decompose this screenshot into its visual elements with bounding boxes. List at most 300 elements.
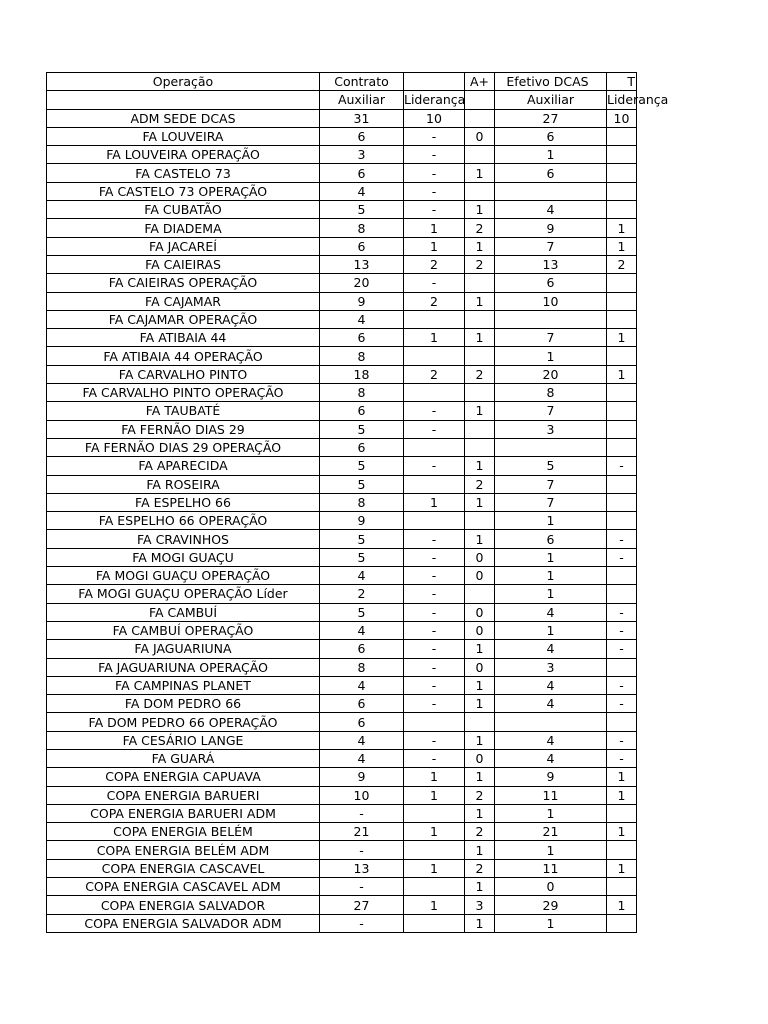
cell-a-plus: 1 [465,731,495,749]
table-row [47,786,637,804]
cell-efetivo-auxiliar: 11 [495,786,607,804]
cell-operacao: COPA ENERGIA BARUERI [47,786,320,804]
cell-contrato-auxiliar: 4 [320,310,404,328]
cell-a-plus: 1 [465,292,495,310]
cell-contrato-auxiliar: 4 [320,567,404,585]
cell-efetivo-lideranca: 1 [607,365,637,383]
cell-operacao: FA CAMPINAS PLANET [47,676,320,694]
cell-a-plus: 1 [465,457,495,475]
cell-contrato-auxiliar: 21 [320,823,404,841]
cell-contrato-lideranca [404,475,465,493]
cell-a-plus: 1 [465,201,495,219]
cell-contrato-auxiliar: 5 [320,201,404,219]
table-row [47,603,637,621]
table-row [47,402,637,420]
cell-operacao: FA LOUVEIRA [47,127,320,145]
cell-efetivo-auxiliar: 4 [495,201,607,219]
cell-contrato-auxiliar: 6 [320,164,404,182]
cell-efetivo-lideranca: - [607,548,637,566]
cell-efetivo-auxiliar: 4 [495,749,607,767]
cell-contrato-auxiliar: 8 [320,347,404,365]
cell-efetivo-auxiliar: 9 [495,768,607,786]
cell-a-plus: 1 [465,676,495,694]
cell-a-plus: 0 [465,621,495,639]
table-row [47,457,637,475]
cell-operacao: FA ROSEIRA [47,475,320,493]
cell-contrato-lideranca: - [404,457,465,475]
cell-efetivo-lideranca [607,512,637,530]
cell-contrato-auxiliar: 13 [320,255,404,273]
header-contrato-auxiliar: Auxiliar [320,91,404,109]
cell-efetivo-auxiliar: 1 [495,841,607,859]
cell-efetivo-lideranca [607,164,637,182]
table-row [47,438,637,456]
cell-operacao: FA CAMBUÍ OPERAÇÃO [47,621,320,639]
cell-contrato-auxiliar: 6 [320,402,404,420]
cell-contrato-auxiliar: 2 [320,585,404,603]
cell-contrato-auxiliar: 18 [320,365,404,383]
cell-efetivo-lideranca [607,347,637,365]
cell-operacao: COPA ENERGIA SALVADOR [47,896,320,914]
cell-efetivo-lideranca: - [607,621,637,639]
table-row [47,731,637,749]
cell-a-plus [465,713,495,731]
table-row [47,548,637,566]
cell-a-plus: 2 [465,859,495,877]
cell-efetivo-auxiliar: 8 [495,384,607,402]
cell-operacao: COPA ENERGIA CASCAVEL [47,859,320,877]
cell-efetivo-auxiliar: 6 [495,274,607,292]
cell-efetivo-auxiliar: 1 [495,585,607,603]
cell-operacao: FA CARVALHO PINTO [47,365,320,383]
table-row [47,676,637,694]
cell-a-plus: 0 [465,749,495,767]
table-row [47,219,637,237]
cell-a-plus: 1 [465,329,495,347]
table-row [47,127,637,145]
cell-efetivo-lideranca [607,420,637,438]
cell-operacao: COPA ENERGIA BELÉM ADM [47,841,320,859]
table-row [47,640,637,658]
cell-contrato-auxiliar: 8 [320,384,404,402]
cell-operacao: FA CARVALHO PINTO OPERAÇÃO [47,384,320,402]
table-row [47,182,637,200]
cell-operacao: FA CASTELO 73 [47,164,320,182]
cell-efetivo-auxiliar: 4 [495,640,607,658]
cell-efetivo-lideranca [607,841,637,859]
cell-a-plus [465,512,495,530]
cell-contrato-lideranca: - [404,567,465,585]
cell-contrato-lideranca: - [404,146,465,164]
cell-contrato-auxiliar: 4 [320,731,404,749]
cell-contrato-lideranca: 1 [404,329,465,347]
cell-efetivo-auxiliar: 1 [495,567,607,585]
table-row [47,804,637,822]
cell-operacao: FA DOM PEDRO 66 [47,695,320,713]
cell-efetivo-lideranca [607,567,637,585]
cell-efetivo-lideranca: 1 [607,823,637,841]
cell-contrato-lideranca: - [404,749,465,767]
cell-operacao: FA CAMBUÍ [47,603,320,621]
cell-a-plus: 1 [465,640,495,658]
cell-contrato-lideranca [404,914,465,932]
cell-operacao: FA GUARÁ [47,749,320,767]
cell-efetivo-lideranca: 1 [607,219,637,237]
table-row [47,914,637,932]
operations-table [46,72,669,933]
cell-contrato-lideranca: - [404,695,465,713]
cell-efetivo-lideranca [607,146,637,164]
cell-operacao: FA DIADEMA [47,219,320,237]
cell-a-plus [465,109,495,127]
cell-contrato-lideranca: - [404,548,465,566]
cell-contrato-lideranca: - [404,182,465,200]
cell-efetivo-auxiliar: 3 [495,420,607,438]
cell-contrato-lideranca: 1 [404,768,465,786]
cell-efetivo-auxiliar: 27 [495,109,607,127]
cell-contrato-auxiliar: 5 [320,457,404,475]
cell-a-plus: 1 [465,878,495,896]
cell-a-plus: 1 [465,164,495,182]
cell-contrato-auxiliar: 6 [320,237,404,255]
table-row [47,859,637,877]
cell-efetivo-lideranca [607,585,637,603]
cell-contrato-lideranca: 10 [404,109,465,127]
cell-contrato-auxiliar: 6 [320,127,404,145]
cell-contrato-lideranca [404,347,465,365]
cell-efetivo-auxiliar [495,438,607,456]
cell-a-plus: 2 [465,365,495,383]
cell-efetivo-auxiliar: 13 [495,255,607,273]
table-row [47,237,637,255]
cell-contrato-auxiliar: 4 [320,749,404,767]
cell-efetivo-auxiliar: 1 [495,914,607,932]
table-row [47,695,637,713]
cell-contrato-lideranca: - [404,530,465,548]
cell-operacao: FA CUBATÃO [47,201,320,219]
cell-contrato-lideranca [404,384,465,402]
cell-contrato-auxiliar: 6 [320,713,404,731]
header-blank [404,73,465,91]
cell-efetivo-auxiliar [495,182,607,200]
cell-efetivo-lideranca: 2 [607,255,637,273]
cell-a-plus [465,274,495,292]
cell-contrato-auxiliar: 31 [320,109,404,127]
table-row [47,749,637,767]
cell-contrato-auxiliar: 27 [320,896,404,914]
cell-operacao: FA JAGUARIUNA OPERAÇÃO [47,658,320,676]
cell-efetivo-auxiliar: 4 [495,676,607,694]
header-efetivo-auxiliar: Auxiliar [495,91,607,109]
table-row [47,713,637,731]
cell-contrato-auxiliar: 6 [320,329,404,347]
cell-a-plus: 1 [465,804,495,822]
cell-contrato-lideranca: 2 [404,292,465,310]
cell-contrato-lideranca: - [404,127,465,145]
cell-contrato-auxiliar: 4 [320,621,404,639]
header-row2-blank-2 [465,91,495,109]
cell-efetivo-auxiliar: 4 [495,731,607,749]
cell-efetivo-auxiliar: 0 [495,878,607,896]
table-row [47,768,637,786]
cell-efetivo-lideranca [607,384,637,402]
cell-contrato-lideranca: - [404,402,465,420]
cell-efetivo-auxiliar: 1 [495,621,607,639]
table-row [47,164,637,182]
cell-a-plus: 2 [465,475,495,493]
cell-efetivo-lideranca: - [607,676,637,694]
table-row [47,841,637,859]
cell-operacao: FA JACAREÍ [47,237,320,255]
header-operacao: Operação [47,73,320,91]
cell-efetivo-auxiliar: 6 [495,164,607,182]
cell-efetivo-auxiliar: 7 [495,475,607,493]
cell-operacao: FA ESPELHO 66 [47,493,320,511]
header-contrato: Contrato [320,73,404,91]
cell-contrato-lideranca [404,438,465,456]
cell-contrato-auxiliar: 8 [320,219,404,237]
cell-a-plus [465,438,495,456]
cell-efetivo-lideranca: 1 [607,237,637,255]
cell-efetivo-auxiliar: 7 [495,402,607,420]
cell-a-plus: 0 [465,603,495,621]
cell-contrato-auxiliar: - [320,878,404,896]
table-row [47,384,637,402]
cell-contrato-auxiliar: 10 [320,786,404,804]
header-efetivo-lideranca: Liderança [607,92,669,108]
cell-contrato-auxiliar: 4 [320,676,404,694]
cell-efetivo-auxiliar: 7 [495,329,607,347]
cell-a-plus: 1 [465,530,495,548]
cell-a-plus: 1 [465,914,495,932]
cell-operacao: COPA ENERGIA CAPUAVA [47,768,320,786]
cell-efetivo-auxiliar: 5 [495,457,607,475]
cell-contrato-lideranca: - [404,640,465,658]
cell-operacao: FA APARECIDA [47,457,320,475]
cell-contrato-lideranca: - [404,621,465,639]
cell-efetivo-lideranca [607,804,637,822]
cell-operacao: FA JAGUARIUNA [47,640,320,658]
cell-operacao: FA CASTELO 73 OPERAÇÃO [47,182,320,200]
cell-contrato-auxiliar: 5 [320,475,404,493]
cell-contrato-lideranca: 1 [404,896,465,914]
cell-operacao: FA ATIBAIA 44 [47,329,320,347]
cell-contrato-auxiliar: 9 [320,768,404,786]
cell-contrato-lideranca: - [404,274,465,292]
cell-a-plus [465,182,495,200]
cell-contrato-auxiliar: 6 [320,640,404,658]
cell-contrato-auxiliar: 5 [320,420,404,438]
cell-a-plus: 1 [465,768,495,786]
cell-efetivo-lideranca [607,274,637,292]
cell-contrato-auxiliar: 3 [320,146,404,164]
cell-contrato-auxiliar: 5 [320,548,404,566]
cell-operacao: COPA ENERGIA CASCAVEL ADM [47,878,320,896]
cell-contrato-lideranca: 2 [404,255,465,273]
cell-contrato-lideranca [404,713,465,731]
table-row [47,146,637,164]
cell-efetivo-lideranca: - [607,603,637,621]
header-row2-blank [47,91,320,109]
cell-efetivo-auxiliar [495,713,607,731]
table-row [47,896,637,914]
cell-efetivo-auxiliar: 1 [495,146,607,164]
cell-a-plus: 2 [465,786,495,804]
cell-a-plus: 1 [465,493,495,511]
table-body [47,109,637,932]
table-row [47,585,637,603]
cell-a-plus [465,420,495,438]
table-row [47,878,637,896]
cell-efetivo-lideranca [607,914,637,932]
cell-efetivo-auxiliar: 11 [495,859,607,877]
cell-operacao: FA MOGI GUAÇU [47,548,320,566]
cell-contrato-lideranca: 1 [404,823,465,841]
cell-efetivo-lideranca [607,658,637,676]
cell-a-plus: 0 [465,127,495,145]
cell-contrato-auxiliar: 8 [320,658,404,676]
table-row [47,512,637,530]
cell-contrato-auxiliar: 9 [320,512,404,530]
header-a-plus: A+ [465,73,495,91]
cell-efetivo-auxiliar: 1 [495,347,607,365]
table-row [47,493,637,511]
cell-operacao: FA CRAVINHOS [47,530,320,548]
cell-operacao: FA MOGI GUAÇU OPERAÇÃO Líder [47,585,320,603]
table-row [47,823,637,841]
cell-efetivo-lideranca: - [607,749,637,767]
cell-efetivo-auxiliar: 7 [495,493,607,511]
cell-efetivo-lideranca [607,182,637,200]
cell-contrato-auxiliar: 4 [320,182,404,200]
header-efetivo-dcas-text: Efetivo DCAS [506,74,589,90]
cell-contrato-lideranca [404,878,465,896]
table-row [47,329,637,347]
cell-efetivo-auxiliar: 1 [495,548,607,566]
header-efetivo-dcas [495,73,607,91]
cell-efetivo-lideranca [607,878,637,896]
cell-operacao: COPA ENERGIA BELÉM [47,823,320,841]
cell-a-plus [465,310,495,328]
cell-efetivo-lideranca: 10 [607,109,637,127]
cell-efetivo-lideranca: - [607,457,637,475]
table-row [47,274,637,292]
table-row [47,530,637,548]
table-row [47,567,637,585]
cell-efetivo-auxiliar: 1 [495,512,607,530]
cell-efetivo-lideranca [607,475,637,493]
cell-efetivo-lideranca: 1 [607,896,637,914]
cell-efetivo-auxiliar: 9 [495,219,607,237]
cell-contrato-lideranca [404,310,465,328]
cell-contrato-auxiliar: 6 [320,438,404,456]
table-row [47,201,637,219]
cell-efetivo-lideranca [607,310,637,328]
cell-efetivo-lideranca: - [607,731,637,749]
cell-efetivo-lideranca: 1 [607,859,637,877]
table-row [47,621,637,639]
cell-efetivo-auxiliar: 4 [495,603,607,621]
table-row [47,292,637,310]
cell-efetivo-auxiliar: 1 [495,804,607,822]
cell-a-plus: 2 [465,219,495,237]
cell-operacao: COPA ENERGIA SALVADOR ADM [47,914,320,932]
cell-efetivo-auxiliar: 10 [495,292,607,310]
cell-contrato-lideranca: - [404,731,465,749]
table-row [47,420,637,438]
cell-a-plus: 1 [465,402,495,420]
cell-a-plus: 1 [465,841,495,859]
table-row [47,658,637,676]
cell-efetivo-auxiliar: 3 [495,658,607,676]
cell-efetivo-lideranca [607,402,637,420]
cell-operacao: FA CAJAMAR OPERAÇÃO [47,310,320,328]
cell-contrato-lideranca: - [404,585,465,603]
table-row [47,347,637,365]
cell-contrato-auxiliar: - [320,841,404,859]
cell-efetivo-auxiliar [495,310,607,328]
spreadsheet-page [46,72,669,933]
cell-operacao: FA TAUBATÉ [47,402,320,420]
cell-a-plus: 2 [465,255,495,273]
cell-contrato-auxiliar: 13 [320,859,404,877]
cell-operacao: FA FERNÃO DIAS 29 OPERAÇÃO [47,438,320,456]
table-row [47,109,637,127]
cell-contrato-lideranca: 1 [404,786,465,804]
cell-contrato-lideranca: - [404,164,465,182]
cell-a-plus [465,347,495,365]
cell-efetivo-lideranca [607,201,637,219]
table-row [47,365,637,383]
cell-contrato-auxiliar: - [320,804,404,822]
cell-efetivo-auxiliar: 21 [495,823,607,841]
cell-efetivo-lideranca [607,127,637,145]
cell-contrato-lideranca [404,841,465,859]
cell-contrato-auxiliar: 5 [320,603,404,621]
cell-efetivo-lideranca [607,713,637,731]
cell-contrato-lideranca: - [404,201,465,219]
cell-efetivo-auxiliar: 6 [495,530,607,548]
cell-a-plus: 1 [465,695,495,713]
table-row [47,475,637,493]
cell-contrato-lideranca [404,512,465,530]
cell-operacao: FA CAJAMAR [47,292,320,310]
header-contrato-lideranca: Liderança [404,92,466,108]
cell-operacao: FA CAIEIRAS [47,255,320,273]
cell-efetivo-auxiliar: 20 [495,365,607,383]
cell-efetivo-lideranca: - [607,530,637,548]
cell-operacao: FA ESPELHO 66 OPERAÇÃO [47,512,320,530]
cell-efetivo-lideranca [607,438,637,456]
table-row [47,255,637,273]
cell-contrato-auxiliar: - [320,914,404,932]
cell-operacao: FA MOGI GUAÇU OPERAÇÃO [47,567,320,585]
cell-operacao: FA FERNÃO DIAS 29 [47,420,320,438]
cell-a-plus [465,585,495,603]
cell-contrato-lideranca: - [404,603,465,621]
cell-efetivo-lideranca: - [607,640,637,658]
cell-a-plus [465,384,495,402]
cell-a-plus: 0 [465,658,495,676]
cell-contrato-lideranca: 1 [404,237,465,255]
cell-contrato-lideranca: 1 [404,859,465,877]
cell-operacao: FA CESÁRIO LANGE [47,731,320,749]
cell-a-plus: 3 [465,896,495,914]
cell-efetivo-lideranca: 1 [607,786,637,804]
cell-efetivo-auxiliar: 29 [495,896,607,914]
cell-contrato-lideranca: 1 [404,219,465,237]
cell-a-plus: 0 [465,567,495,585]
